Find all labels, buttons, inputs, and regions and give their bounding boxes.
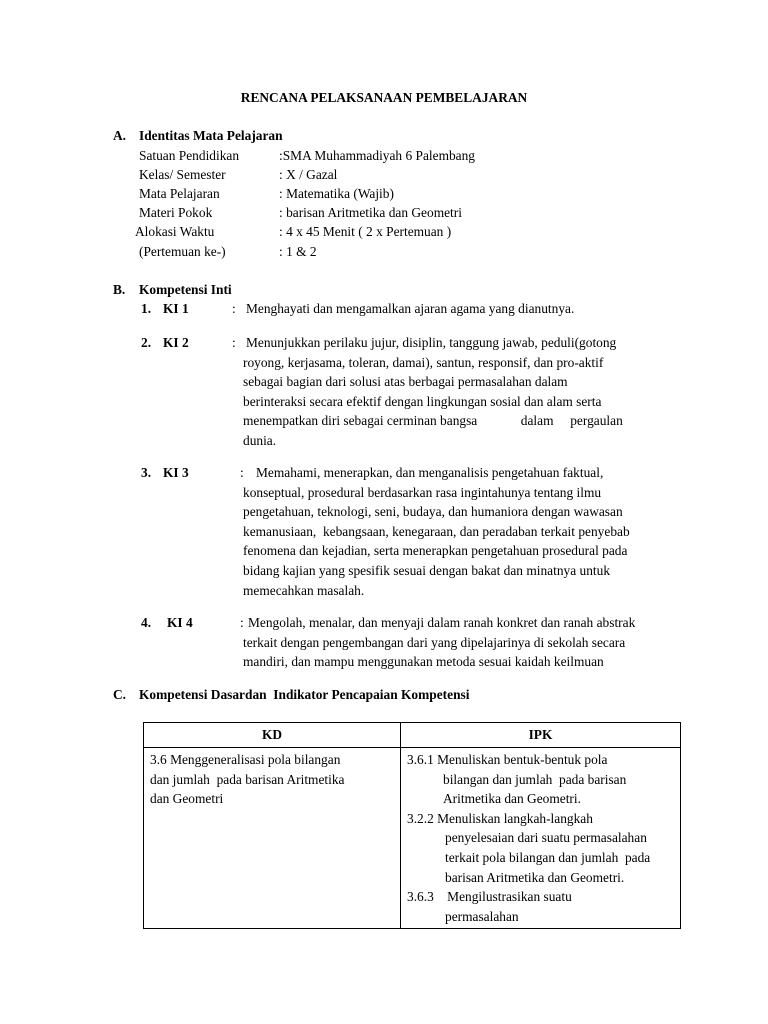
ki-2-label: KI 2: [163, 335, 189, 350]
ki-3-number: 3.: [141, 465, 152, 480]
kd-line: dan jumlah pada barisan Aritmetika: [150, 771, 345, 787]
section-b-letter: B.: [113, 282, 126, 297]
identity-label-kelas: Kelas/ Semester: [139, 167, 226, 182]
ki-4-colon: :: [240, 615, 244, 630]
identity-label-alokasi: Alokasi Waktu: [135, 224, 215, 239]
ki-4-number: 4.: [141, 615, 152, 630]
ipk-item: [407, 887, 674, 926]
ki-1-label: KI 1: [163, 301, 189, 316]
kd-cell: [144, 748, 401, 929]
ki-1-colon: :: [232, 301, 236, 316]
ki-1-text: [246, 299, 686, 319]
section-a-title: Identitas Mata Pelajaran: [139, 128, 283, 143]
ki-3-text: [243, 463, 675, 600]
ki-1-number: 1.: [141, 301, 152, 316]
ki-2-number: 2.: [141, 335, 152, 350]
ki-3-label: KI 3: [163, 465, 189, 480]
ki-4-line: mandiri, dan mampu menggunakan metoda sesuai kaidah keilmuan: [243, 654, 604, 670]
ipk-cell: [401, 748, 681, 929]
kd-line: 3.6 Menggeneralisasi pola bilangan: [150, 752, 341, 767]
ki-3-line: konseptual, prosedural berdasarkan rasa ingintahunya tentang ilmu: [243, 484, 602, 500]
identity-value-pertemuan: : 1 & 2: [279, 244, 317, 259]
ki-3-line: memecahkan masalah.: [243, 582, 365, 598]
ki-2-line: menempatkan diri sebagai cerminan bangsa dalam pergaulan: [243, 413, 623, 429]
page-title: RENCANA PELAKSANAAN PEMBELAJARAN: [240, 90, 528, 105]
ki-2-text: [243, 333, 675, 451]
ipk-line: 3.6.3 Mengilustrasikan suatu: [407, 889, 572, 905]
ki-3-line: Memahami, menerapkan, dan menganalisis pengetahuan faktual,: [256, 465, 604, 480]
ki-2-line: sebagai bagian dari solusi atas berbagai permasalahan dalam: [243, 374, 568, 390]
ipk-line: terkait pola bilangan dan jumlah pada: [445, 849, 651, 865]
ki-4-label: KI 4: [167, 615, 193, 630]
ipk-line: barisan Aritmetika dan Geometri.: [445, 869, 625, 885]
ki-3-colon: :: [240, 465, 244, 480]
kd-ipk-table: [143, 722, 681, 929]
ipk-line: permasalahan: [445, 908, 519, 924]
kd-line: dan Geometri: [150, 791, 224, 807]
section-a-letter: A.: [113, 128, 127, 143]
ipk-item: [407, 809, 674, 887]
table-header-row: [144, 723, 681, 748]
table-header-ipk: IPK: [401, 723, 681, 748]
table-row: [144, 748, 681, 929]
ki-3-line: fenomena dan kejadian, serta menerapkan pengetahuan prosedural pada: [243, 543, 628, 559]
identity-label-mapel: Mata Pelajaran: [139, 186, 220, 201]
ki-4-line: terkait dengan pengembangan dari yang dipelajarinya di sekolah secara: [243, 634, 626, 650]
identity-value-materi: : barisan Aritmetika dan Geometri: [279, 205, 462, 220]
identity-label-pertemuan: (Pertemuan ke-): [139, 244, 226, 259]
ki-4-line: Mengolah, menalar, dan menyaji dalam ranah konkret dan ranah abstrak: [248, 615, 636, 630]
ipk-line: bilangan dan jumlah pada barisan: [443, 771, 627, 787]
ki-2-colon: :: [232, 335, 236, 350]
ki-2-line: dunia.: [243, 432, 277, 448]
identity-value-mapel: : Matematika (Wajib): [279, 186, 394, 201]
identity-label-materi: Materi Pokok: [139, 205, 213, 220]
ki-3-line: kemanusiaan, kebangsaan, kenegaraan, dan peradaban terkait penyebab: [243, 523, 630, 539]
ki-1-line: Menghayati dan mengamalkan ajaran agama yang dianutnya.: [246, 301, 575, 316]
ipk-line: 3.6.1 Menuliskan bentuk-bentuk pola: [407, 752, 608, 767]
identity-value-kelas: : X / Gazal: [279, 167, 338, 182]
identity-value-satuan: :SMA Muhammadiyah 6 Palembang: [279, 148, 476, 163]
ipk-line: Aritmetika dan Geometri.: [443, 791, 581, 807]
ki-4-text: [243, 613, 675, 672]
section-c-title: Kompetensi Dasardan Indikator Pencapaian Kompetensi: [139, 687, 470, 702]
table-header-kd: KD: [144, 723, 401, 748]
identity-label-satuan: Satuan Pendidikan: [139, 148, 240, 163]
ipk-line: penyelesaian dari suatu permasalahan: [445, 830, 647, 846]
identity-value-alokasi: : 4 x 45 Menit ( 2 x Pertemuan ): [279, 224, 452, 239]
ki-2-line: Menunjukkan perilaku jujur, disiplin, tanggung jawab, peduli(gotong: [246, 335, 617, 350]
section-b-title: Kompetensi Inti: [139, 282, 232, 297]
ki-2-line: berinteraksi secara efektif dengan lingkungan sosial dan alam serta: [243, 393, 602, 409]
ki-3-line: bidang kajian yang spesifik sesuai dengan bakat dan minatnya untuk: [243, 562, 611, 578]
section-c-letter: C.: [113, 687, 127, 702]
ipk-line: 3.2.2 Menuliskan langkah-langkah: [407, 810, 593, 826]
ki-3-line: pengetahuan, teknologi, seni, budaya, dan humaniora dengan wawasan: [243, 504, 623, 520]
ipk-item: [407, 750, 674, 809]
ki-2-line: royong, kerjasama, toleran, damai), santun, responsif, dan pro-aktif: [243, 354, 604, 370]
